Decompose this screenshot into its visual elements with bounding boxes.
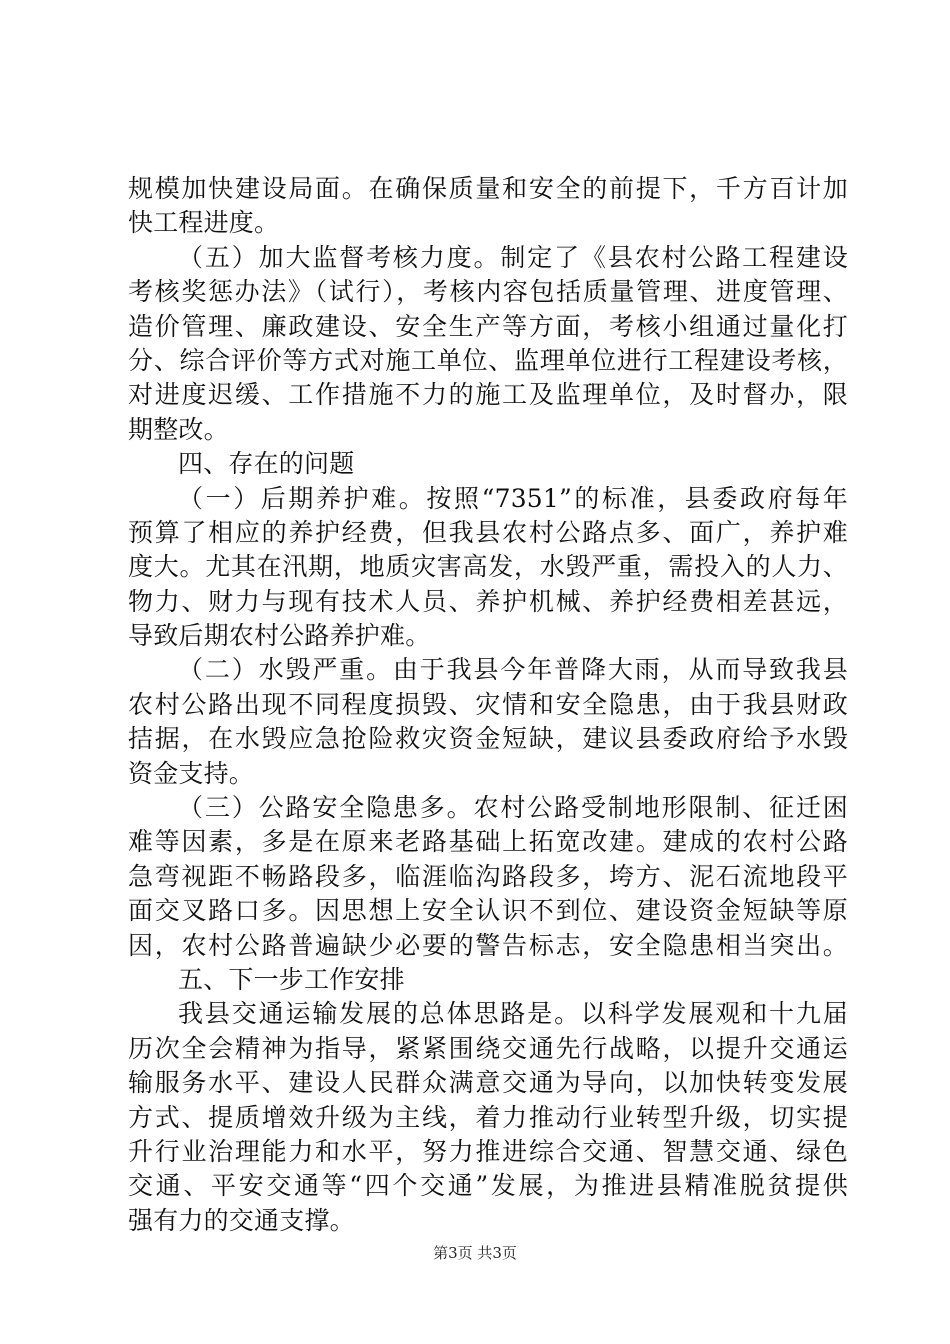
document-body [128,172,848,1238]
text-line: 方式、提质增效升级为主线，着力推动行业转型升级，切实提 [128,1102,848,1132]
text-line: 强有力的交通支撑。 [128,1205,355,1235]
text-line: 农村公路出现不同程度损毁、灾情和安全隐患，由于我县财政 [128,689,848,719]
text-line: 度大。尤其在汛期，地质灾害高发，水毁严重，需投入的人力、 [128,552,848,582]
paragraph-heading-line: （一）后期养护难。按照“7351”的标准，县委政府每年 [178,483,848,513]
text-line: 物力、财力与现有技术人员、养护机械、养护经费相差甚远， [128,586,848,616]
text-line: 难等因素，多是在原来老路基础上拓宽改建。建成的农村公路 [128,827,848,857]
text-line: 历次全会精神为指导，紧紧围绕交通先行战略，以提升交通运 [128,1033,848,1063]
section-heading: 四、存在的问题 [178,449,355,479]
text-line: 面交叉路口多。因思想上安全认识不到位、建设资金短缺等原 [128,896,848,926]
text-line: 期整改。 [128,414,229,444]
text-line: 导致后期农村公路养护难。 [128,621,431,651]
text-line: 资金支持。 [128,758,255,788]
text-line: 拮据，在水毁应急抢险救灾资金短缺，建议县委政府给予水毁 [128,724,848,754]
paragraph-heading-line: （五）加大监督考核力度。制定了《县农村公路工程建设 [178,242,848,272]
paragraph-first-line: 我县交通运输发展的总体思路是。以科学发展观和十九届 [178,999,848,1029]
text-line: 造价管理、廉政建设、安全生产等方面，考核小组通过量化打 [128,311,848,341]
paragraph-heading-line: （三）公路安全隐患多。农村公路受制地形限制、征迁困 [178,793,848,823]
text-line: 考核奖惩办法》（试行），考核内容包括质量管理、进度管理、 [128,277,848,307]
paragraph-heading-line: （二）水毁严重。由于我县今年普降大雨，从而导致我县 [178,655,848,685]
text-line: 输服务水平、建设人民群众满意交通为导向，以加快转变发展 [128,1068,848,1098]
section-heading: 五、下一步工作安排 [178,964,405,994]
text-line: 快工程进度。 [128,208,280,238]
text-line: 对进度迟缓、工作措施不力的施工及监理单位，及时督办，限 [128,380,848,410]
text-line: 规模加快建设局面。在确保质量和安全的前提下，千方百计加 [128,174,848,203]
text-line: 因，农村公路普遍缺少必要的警告标志，安全隐患相当突出。 [128,930,848,960]
text-line: 分、综合评价等方式对施工单位、监理单位进行工程建设考核， [128,345,848,375]
text-line: 升行业治理能力和水平，努力推进综合交通、智慧交通、绿色 [128,1136,848,1166]
text-line: 预算了相应的养护经费，但我县农村公路点多、面广，养护难 [128,517,848,547]
text-line: 交通、平安交通等“四个交通”发展，为推进县精准脱贫提供 [128,1171,848,1201]
page-number-footer: 第3页 共3页 [433,1244,517,1262]
text-line: 急弯视距不畅路段多，临涯临沟路段多，垮方、泥石流地段平 [128,861,848,891]
